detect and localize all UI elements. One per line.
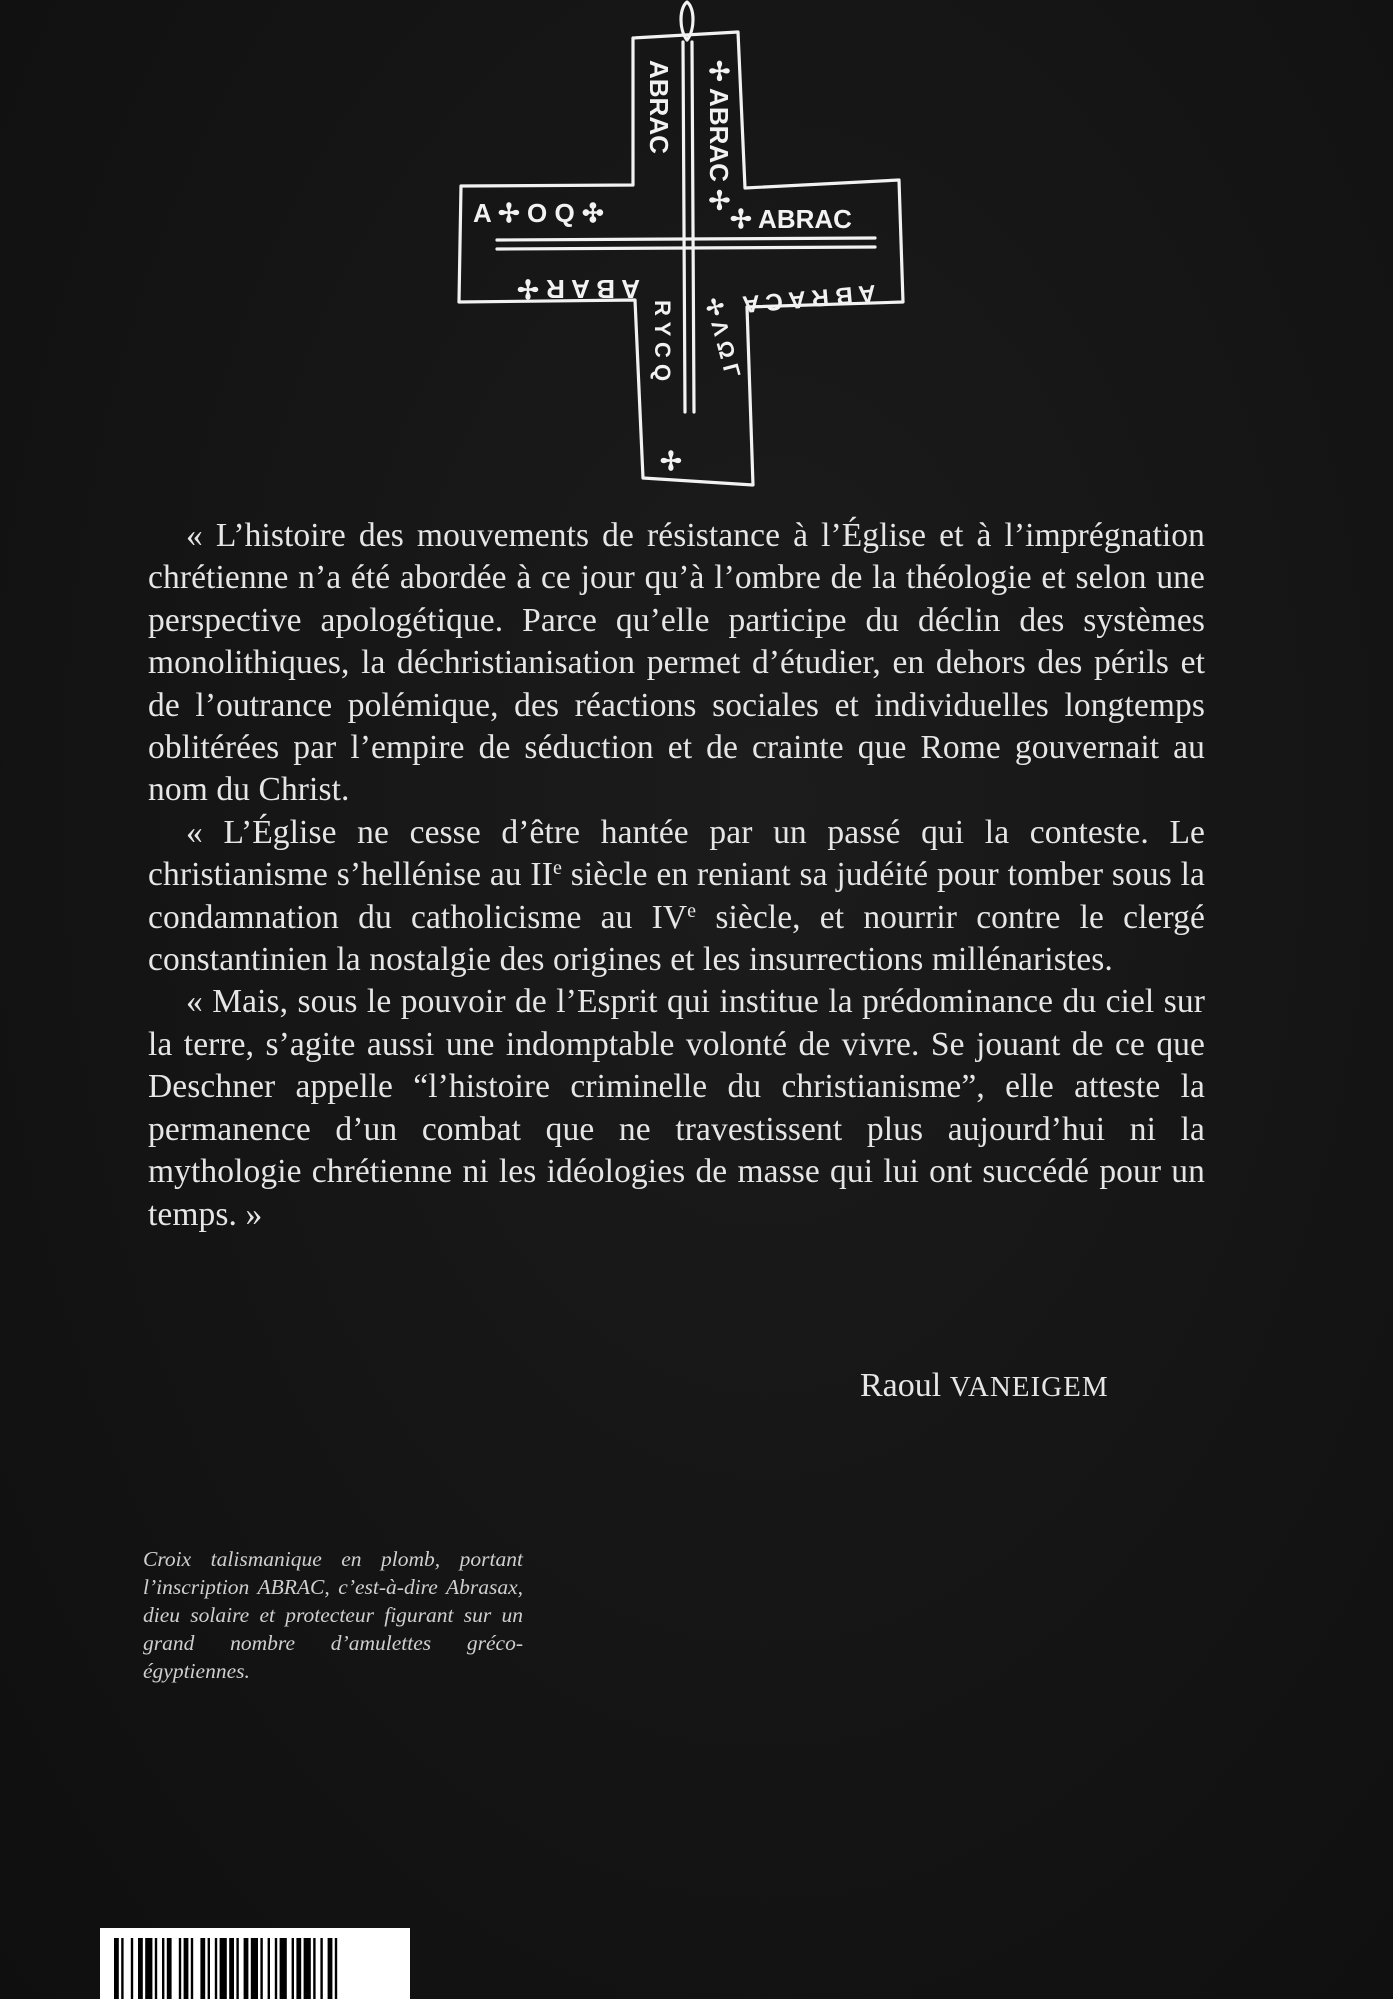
cross-text-vertical-left: ABRAC	[644, 60, 674, 154]
author-first-name: Raoul	[860, 1367, 950, 1404]
cross-text-arm-left-bottom: A B A R ✢	[517, 274, 640, 304]
blurb-paragraph-2-part-a: « L’Église ne cesse d’être hantée par un passé qui la conteste. Le christianisme s’hellénise au II	[148, 813, 1205, 894]
cross-text-arm-left-top: A ✢ O Q ✣	[473, 198, 604, 228]
back-cover-blurb	[148, 515, 1205, 1236]
cross-text-vertical-right: ✢ ABRAC ✢	[704, 60, 734, 211]
author-signature	[860, 1366, 1260, 1407]
cross-text-arm-right-top: ✢ ABRAC	[730, 204, 852, 234]
cross-text-lower-left: R Y C Q	[650, 300, 675, 382]
barcode	[100, 1928, 410, 1999]
illustration-caption: Croix talismanique en plomb, portant l’inscription ABRAC, c’est-à-dire Abrasax, dieu solaire et protecteur figurant sur un grand nombre d’amulettes gréco-égyptiennes.	[143, 1547, 523, 1683]
blurb-superscript-a: e	[552, 857, 562, 880]
cross-text-bottom: ✢	[660, 446, 682, 476]
author-last-name: VANEIGEM	[949, 1371, 1109, 1403]
blurb-paragraph-2-part-b: siècle en reniant sa judéité pour tomber sous la condamnation du catholicisme au IV	[148, 856, 1205, 936]
cross-outline	[459, 32, 903, 485]
talismanic-cross-illustration	[455, 0, 905, 490]
blurb-paragraph-2	[148, 812, 1205, 982]
cross-text-lower-right: ✢ Λ Ω Γ	[700, 294, 746, 381]
barcode-icon	[100, 1928, 410, 1999]
cross-text-arm-right-bottom: A B R A C A	[741, 279, 877, 318]
blurb-paragraph-2-part-c: siècle, et nourrir contre le clergé constantinien la nostalgie des origines et les insurrections millénaristes.	[148, 898, 1205, 979]
blurb-paragraph-3: « Mais, sous le pouvoir de l’Esprit qui institue la prédominance du ciel sur la terre, s’agite aussi une indomptable volonté de vivre. Se jouant de ce que Deschner appelle “l’histoire criminelle du christianisme”, elle atteste la permanence d’un combat que ne travestissent plus aujourd’hui ni la mythologie chrétienne ni les idéologies de masse qui lui ont succédé pour un temps. »	[148, 983, 1205, 1233]
blurb-superscript-b: e	[687, 899, 697, 922]
blurb-paragraph-1: « L’histoire des mouvements de résistance à l’Église et à l’imprégnation chrétienne n’a été abordée à ce jour qu’à l’ombre de la théologie et selon une perspective apologétique. Parce qu’elle participe du déclin des systèmes monolithiques, la déchristianisation permet d’étudier, en dehors des périls et de l’outrance polémique, des réactions sociales et individuelles longtemps oblitérées par l’empire de séduction et de crainte que Rome gouvernait au nom du Christ.	[148, 517, 1205, 809]
